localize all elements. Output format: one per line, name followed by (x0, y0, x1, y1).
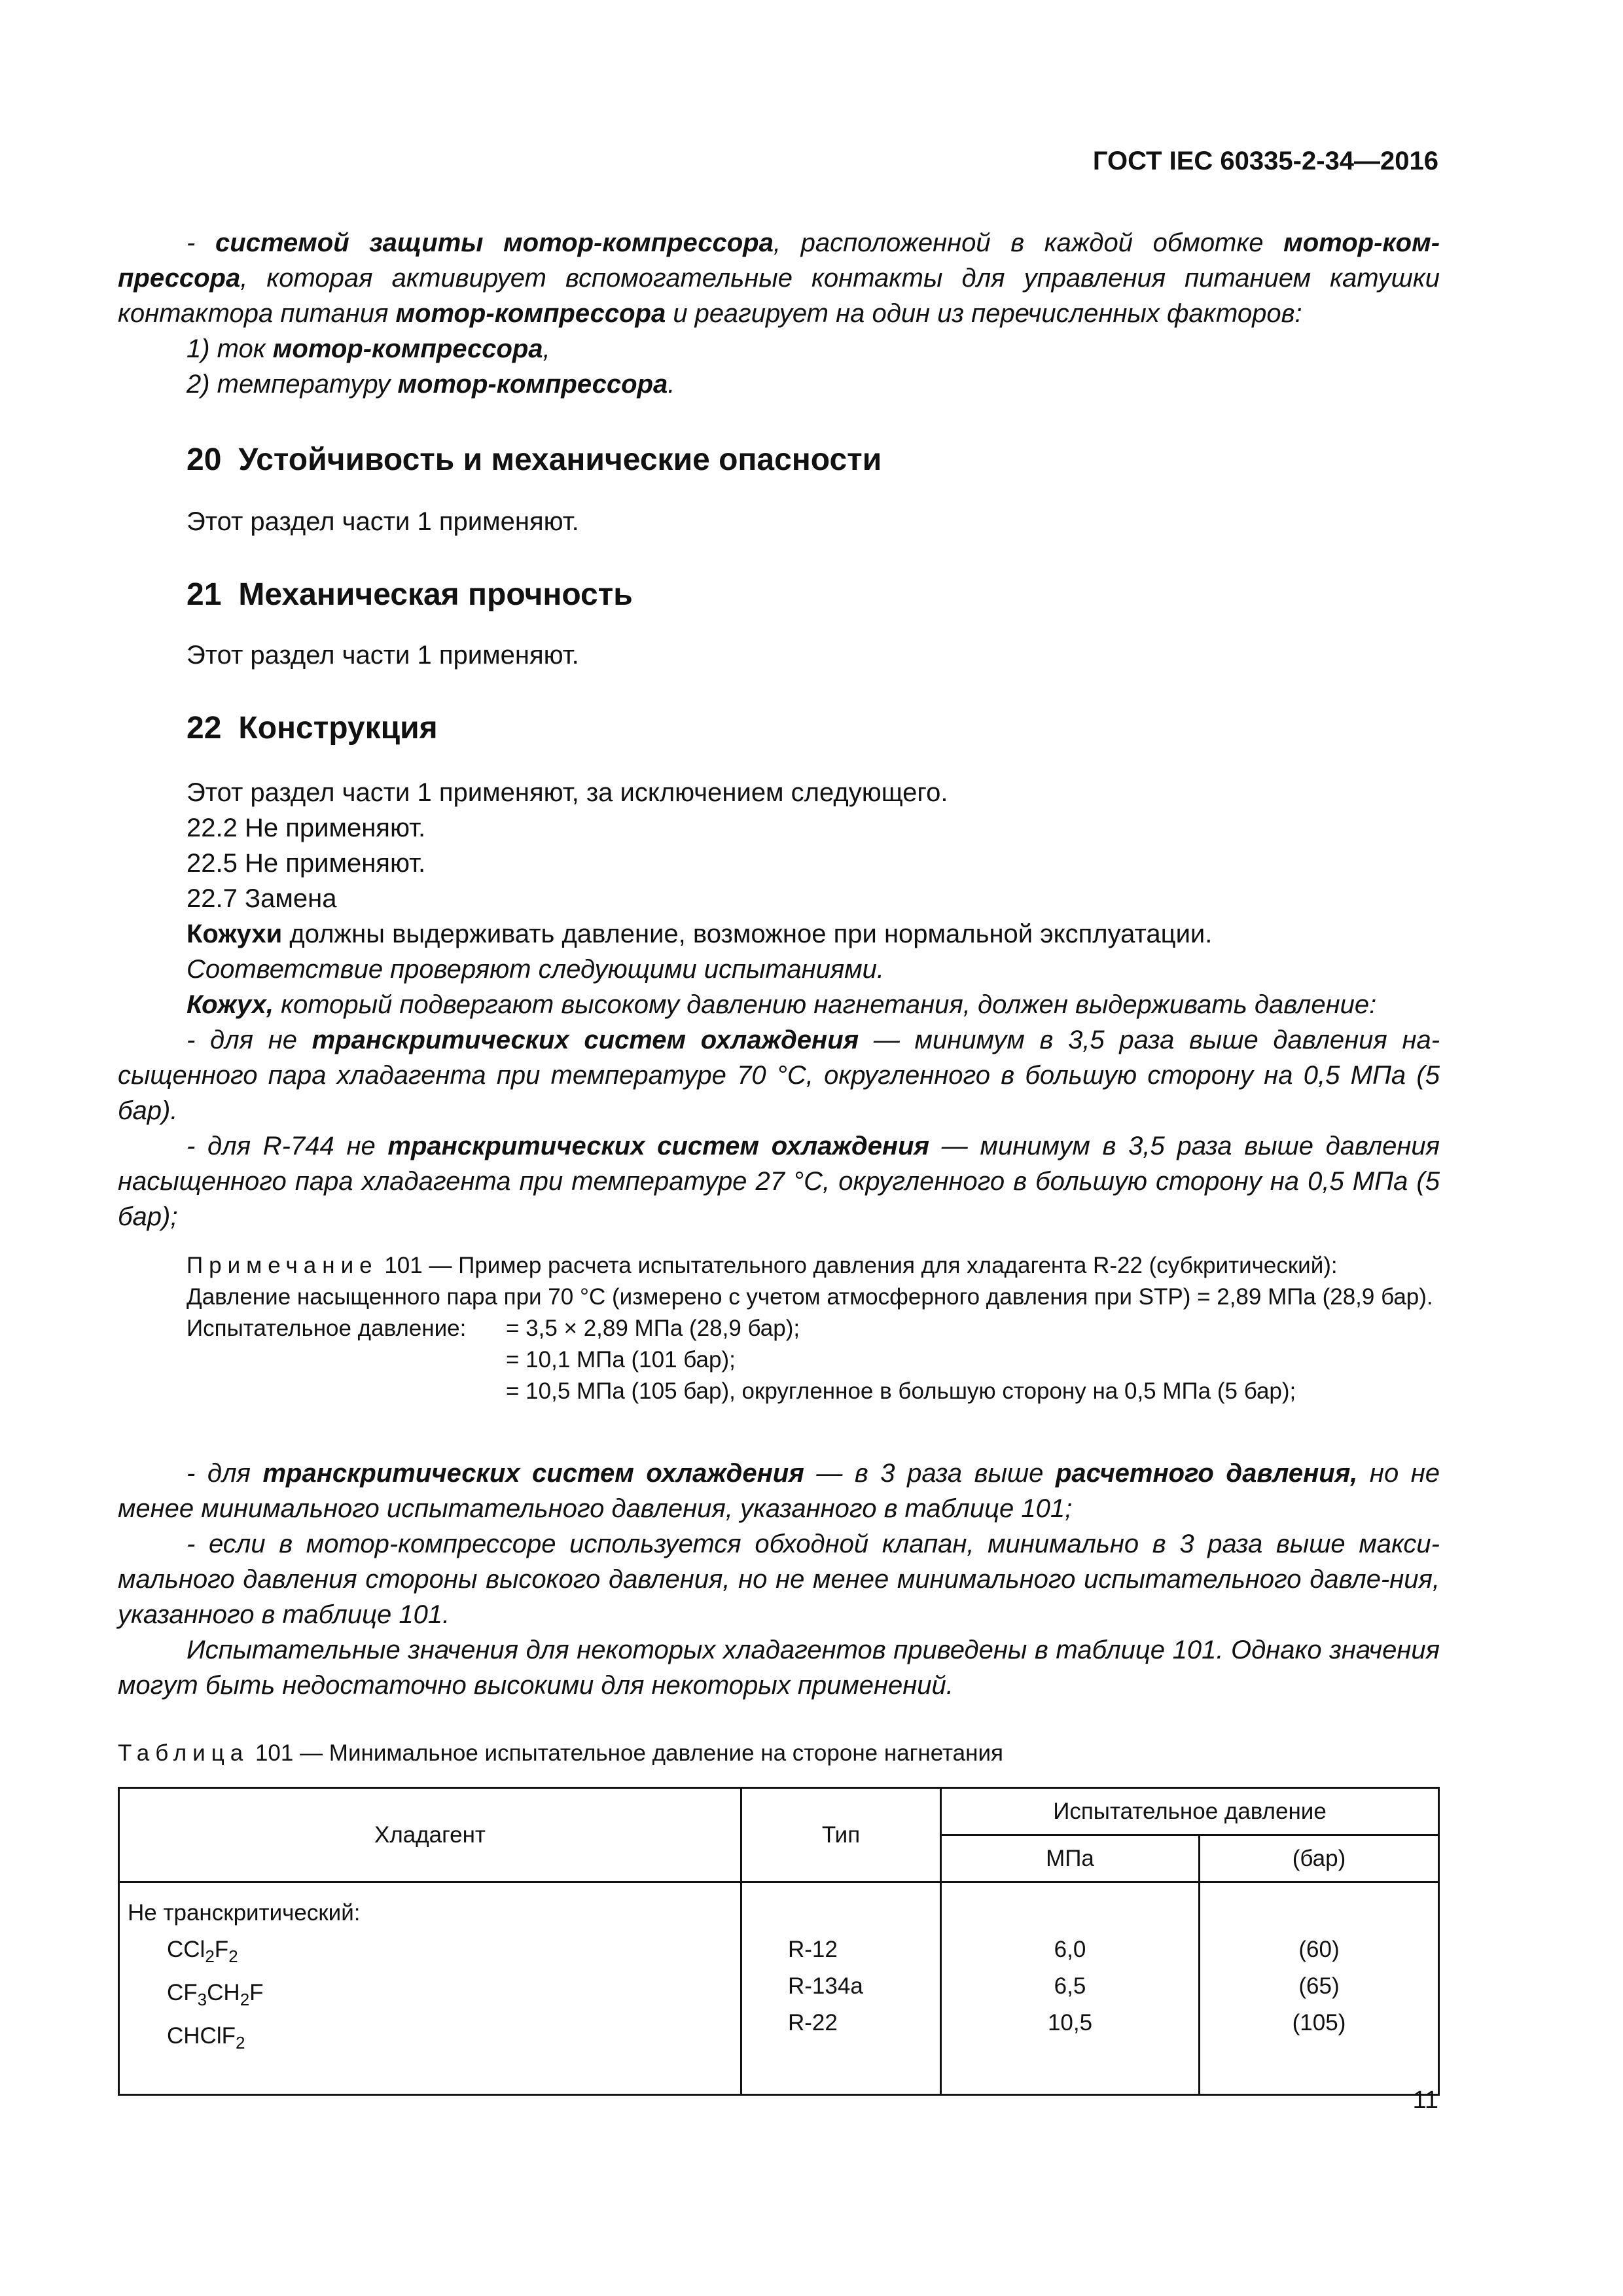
after-note-block (118, 1456, 1440, 1703)
note-label: Примечание (187, 1253, 378, 1278)
formula-text: CH (207, 1980, 240, 2005)
note-block (118, 1250, 1440, 1407)
kozh-paragraph (118, 987, 1440, 1022)
bold-term: мотор-компрессора (397, 370, 668, 399)
table-caption-label: Таблица (118, 1740, 249, 1766)
text-run: - для R-744 не (187, 1132, 388, 1160)
section-20-text (118, 504, 1440, 539)
text-run: который подвергают высокому давлению нагнетания, должен выдерживать давление: (274, 990, 1377, 1019)
section-title: Устойчивость и механические опасности (238, 442, 882, 477)
refrigerant-type: R-134a (788, 1973, 863, 1999)
note-text: 101 — Пример расчета испытательного давления для хладагента R-22 (субкритический): (378, 1253, 1338, 1278)
intro-item-1 (118, 331, 1440, 367)
mpa-column (941, 1882, 1200, 2095)
subscript: 3 (197, 1990, 207, 2009)
text-run: но не менее минимального испытательного давления, указанного в таблице 101; (118, 1459, 1440, 1523)
pressure-table (118, 1787, 1440, 2096)
subscript: 2 (235, 2033, 245, 2053)
type-column (741, 1882, 941, 2095)
note-line-4: = 10,1 МПа (101 бар); (506, 1347, 736, 1372)
text-run: и реагирует на один из перечисленных факторов: (666, 299, 1302, 328)
section-text: Этот раздел части 1 применяют, за исключением следующего. (187, 778, 948, 807)
note-calc-label: Испытательное давление: (187, 1316, 467, 1341)
subscript: 2 (205, 1946, 215, 1966)
requirement-2 (118, 1128, 1440, 1234)
requirement-1 (118, 1022, 1440, 1128)
requirement-3 (118, 1456, 1440, 1526)
section-21 (118, 577, 1440, 613)
bold-term: расчетного давления, (1055, 1459, 1358, 1488)
text-run: , расположенной в каждой обмотке (773, 228, 1284, 257)
pressure-mpa: 6,0 (1054, 1937, 1086, 1962)
section-heading (118, 442, 1440, 478)
document-number: ГОСТ IEC 60335-2-34—2016 (1092, 147, 1438, 175)
header-mpa: МПа (941, 1835, 1200, 1882)
intro-paragraph (118, 225, 1440, 331)
text-run: . (668, 370, 675, 399)
text-run: — минимум в 3,5 раза выше давления на-сыщенного пара хладагента при температуре 70 °С, округленного в большую сторону на 0,5 МПа (5 бар). (118, 1026, 1440, 1125)
pressure-bar: (105) (1292, 2010, 1346, 2036)
refrigerant-formula (120, 2018, 740, 2061)
header-test-pressure: Испытательное давление (941, 1788, 1439, 1835)
kozhuhi-paragraph (118, 916, 1440, 952)
formula-list (120, 1931, 740, 2061)
pressure-bar: (60) (1298, 1937, 1340, 1962)
bold-term: мотор-компрессора (395, 299, 666, 328)
subscript: 2 (240, 1990, 250, 2009)
clause-22-7: 22.7 Замена (187, 884, 337, 913)
section-22-body (118, 775, 1440, 1234)
section-20 (118, 442, 1440, 478)
section-22 (118, 711, 1440, 746)
note-line-3 (118, 1313, 1440, 1344)
formula-text: F (249, 1980, 264, 2005)
note-line-5: = 10,5 МПа (105 бар), округленное в большую сторону на 0,5 МПа (5 бар); (506, 1378, 1296, 1404)
group-label: Не транскритический: (128, 1900, 361, 1926)
refrigerant-formula (120, 1975, 740, 2018)
bold-term: мотор-ком-прессора (118, 228, 1440, 293)
refrigerant-formula (120, 1931, 740, 1975)
section-number: 22 (187, 711, 222, 745)
note-line-2: Давление насыщенного пара при 70 °С (измерено с учетом атмосферного давления при STP) = 2,89 МПа (28,9 бар). (187, 1284, 1433, 1310)
table-caption-text: 101 — Минимальное испытательное давление на стороне нагнетания (249, 1740, 1003, 1766)
refrigerant-type: R-22 (788, 2010, 838, 2036)
text-run: 1) ток (187, 334, 273, 363)
section-heading (118, 577, 1440, 613)
bold-term: транскритических систем охлаждения (262, 1459, 804, 1488)
note-calc-value: = 3,5 × 2,89 МПа (28,9 бар); (506, 1316, 800, 1341)
paragraph-text: должны выдерживать давление, возможное при нормальной эксплуатации. (282, 920, 1213, 948)
term-bold: Кожухи (187, 920, 283, 948)
header-refrigerant: Хладагент (119, 1788, 741, 1882)
text-run: - для (187, 1459, 263, 1488)
text-run: , которая активирует вспомогательные контакты для управления питанием катушки контактора питания (118, 264, 1440, 328)
section-text: Этот раздел части 1 применяют. (187, 641, 579, 670)
formula-text: CF (167, 1980, 198, 2005)
text-run: — в 3 раза выше (804, 1459, 1056, 1488)
section-number: 20 (187, 442, 222, 477)
intro-item-2 (118, 367, 1440, 402)
header-type: Тип (741, 1788, 941, 1882)
refrigerant-type: R-12 (788, 1937, 838, 1962)
section-title: Конструкция (238, 711, 438, 745)
page-number: 11 (1412, 2087, 1438, 2114)
bar-column (1200, 1882, 1439, 2095)
pressure-bar: (65) (1298, 1973, 1340, 1999)
section-number: 21 (187, 577, 222, 612)
section-21-text (118, 637, 1440, 673)
bold-term: транскритических систем охлаждения (312, 1026, 859, 1054)
bold-term: мотор-компрессора (272, 334, 543, 363)
header-bar: (бар) (1200, 1835, 1439, 1882)
note-line-1 (118, 1250, 1440, 1282)
bold-term: Кожух, (187, 990, 274, 1019)
table-wrapper (118, 1787, 1440, 2096)
table-caption (118, 1736, 1440, 1771)
text-run: - (187, 228, 215, 257)
text-run: 2) температуру (187, 370, 398, 399)
formula-text: CHClF (167, 2023, 236, 2049)
text-run: — минимум в 3,5 раза выше давления насыщенного пара хладагента при температуре 27 °С, округленного в большую сторону на 0,5 МПа (5 бар); (118, 1132, 1440, 1231)
refrigerant-column (119, 1882, 741, 2095)
formula-text: F (214, 1937, 229, 1962)
bold-term: системой защиты мотор-компрессора (215, 228, 774, 257)
formula-text: CCl (167, 1937, 205, 1962)
text-run: , (543, 334, 550, 363)
text-run: - для не (187, 1026, 312, 1054)
bold-term: транскритических систем охлаждения (387, 1132, 930, 1160)
section-heading (118, 711, 1440, 746)
section-text: Этот раздел части 1 применяют. (187, 507, 579, 536)
intro-block (118, 225, 1440, 402)
subscript: 2 (228, 1946, 238, 1966)
compliance-check: Соответствие проверяют следующими испытаниями. (187, 955, 884, 984)
requirement-4: - если в мотор-компрессоре используется обходной клапан, минимально в 3 раза выше макси-мального давления стороны высокого давления, но не менее минимального испытательного давле-ния, указанного в таблице 101. (118, 1530, 1440, 1629)
clause-22-2: 22.2 Не применяют. (187, 814, 426, 842)
section-title: Механическая прочность (238, 577, 633, 612)
test-values-paragraph: Испытательные значения для некоторых хладагентов приведены в таблице 101. Однако значения могут быть недостаточно высокими для некоторых применений. (118, 1636, 1440, 1700)
pressure-mpa: 6,5 (1054, 1973, 1086, 1999)
pressure-mpa: 10,5 (1047, 2010, 1093, 2036)
clause-22-5: 22.5 Не применяют. (187, 849, 426, 878)
